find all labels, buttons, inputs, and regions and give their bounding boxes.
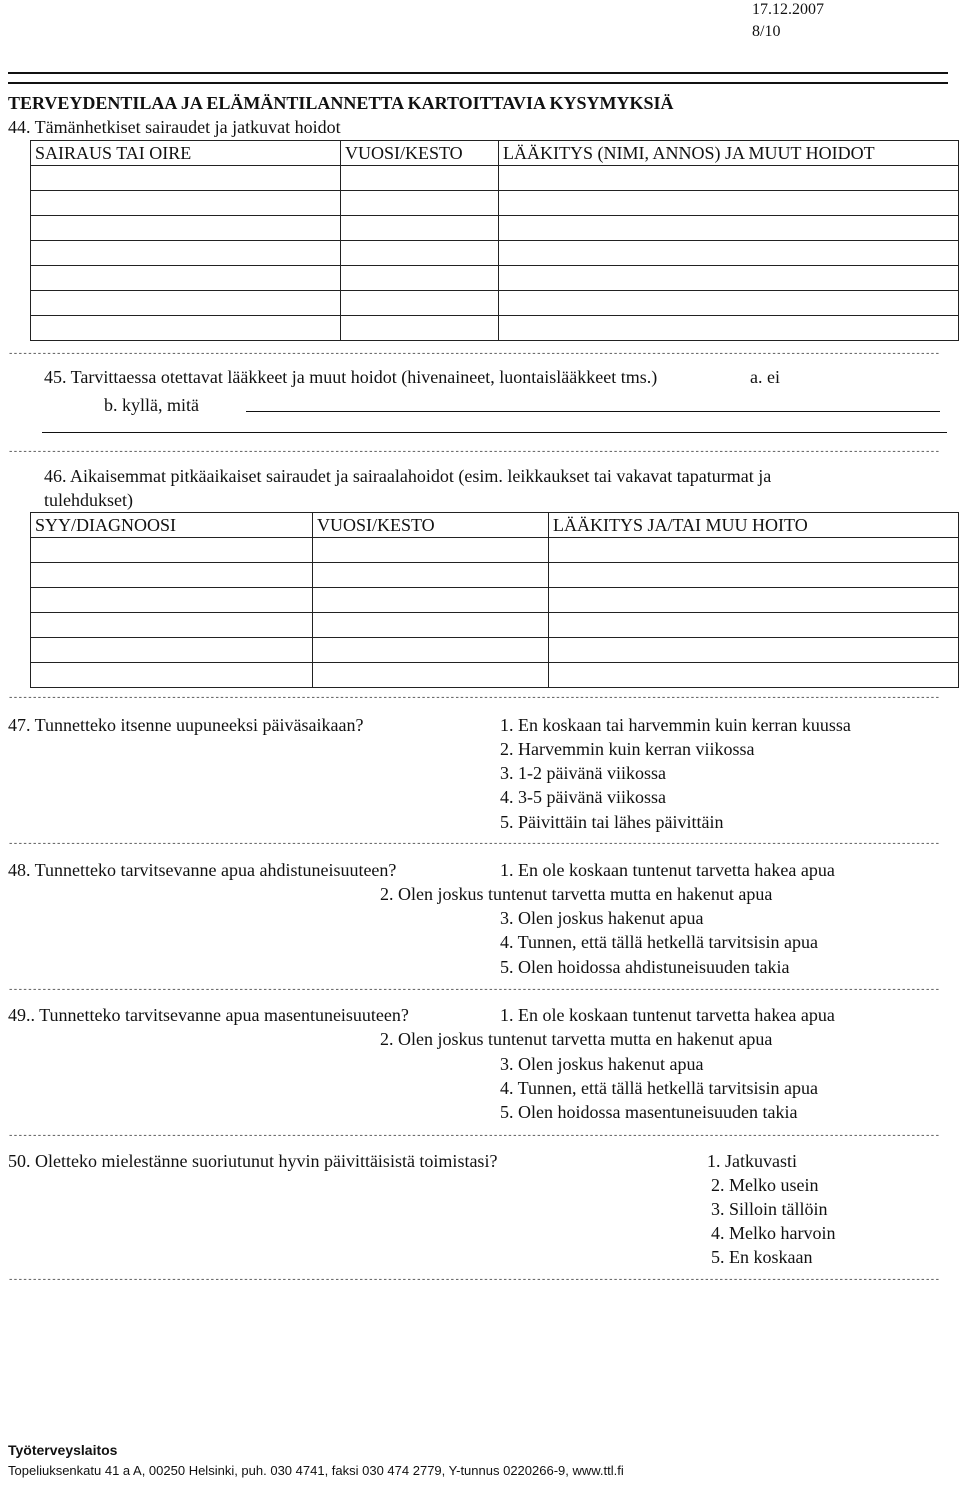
dashed-separator: -------------------------------------------------------------------------------------------------------------------------------------------------------------------------------------------------- (8, 447, 940, 457)
table-cell[interactable] (549, 613, 959, 638)
q48-option-3[interactable]: 3. Olen joskus hakenut apua (500, 908, 704, 928)
q50-option-4[interactable]: 4. Melko harvoin (711, 1223, 836, 1243)
table-cell[interactable] (341, 191, 499, 216)
table-cell[interactable] (31, 563, 313, 588)
table-row[interactable] (31, 291, 959, 316)
q46-col-diagnosis: SYY/DIAGNOOSI (31, 513, 313, 538)
table-cell[interactable] (499, 266, 959, 291)
q47-option-5[interactable]: 5. Päivittäin tai lähes päivittäin (500, 812, 724, 832)
q46-label-cont: tulehdukset) (44, 490, 133, 510)
table-cell[interactable] (341, 216, 499, 241)
table-cell[interactable] (313, 638, 549, 663)
q45-answer-line-2[interactable] (42, 432, 947, 433)
table-cell[interactable] (499, 241, 959, 266)
table-cell[interactable] (31, 166, 341, 191)
q49-option-4[interactable]: 4. Tunnen, että tällä hetkellä tarvitsisin apua (500, 1078, 818, 1098)
table-header-row (31, 141, 959, 166)
table-row[interactable] (31, 588, 959, 613)
q46-table (30, 512, 959, 688)
dashed-separator: -------------------------------------------------------------------------------------------------------------------------------------------------------------------------------------------------- (8, 693, 940, 703)
q49-option-3[interactable]: 3. Olen joskus hakenut apua (500, 1054, 704, 1074)
q48-option-2[interactable]: 2. Olen joskus tuntenut tarvetta mutta en hakenut apua (380, 884, 773, 904)
table-cell[interactable] (499, 216, 959, 241)
table-row[interactable] (31, 166, 959, 191)
q50-option-2[interactable]: 2. Melko usein (711, 1175, 819, 1195)
table-cell[interactable] (31, 191, 341, 216)
table-cell[interactable] (313, 538, 549, 563)
table-row[interactable] (31, 216, 959, 241)
table-row[interactable] (31, 316, 959, 341)
table-cell[interactable] (31, 613, 313, 638)
q49-label: 49.. Tunnetteko tarvitsevanne apua masentuneisuuteen? (8, 1005, 409, 1025)
table-cell[interactable] (341, 266, 499, 291)
q44-col-medication: LÄÄKITYS (NIMI, ANNOS) JA MUUT HOIDOT (499, 141, 959, 166)
table-cell[interactable] (341, 166, 499, 191)
table-cell[interactable] (313, 563, 549, 588)
q44-col-year: VUOSI/KESTO (341, 141, 499, 166)
footer-org: Työterveyslaitos (8, 1442, 118, 1458)
table-cell[interactable] (31, 538, 313, 563)
table-row[interactable] (31, 538, 959, 563)
table-row[interactable] (31, 638, 959, 663)
table-header-row (31, 513, 959, 538)
table-cell[interactable] (549, 588, 959, 613)
table-cell[interactable] (549, 663, 959, 688)
table-cell[interactable] (31, 216, 341, 241)
q45-answer-line-1[interactable] (246, 411, 940, 412)
q47-option-3[interactable]: 3. 1-2 päivänä viikossa (500, 763, 666, 783)
dashed-separator: -------------------------------------------------------------------------------------------------------------------------------------------------------------------------------------------------- (8, 839, 940, 849)
q44-col-condition: SAIRAUS TAI OIRE (31, 141, 341, 166)
table-cell[interactable] (31, 316, 341, 341)
q47-option-2[interactable]: 2. Harvemmin kuin kerran viikossa (500, 739, 755, 759)
q48-option-1[interactable]: 1. En ole koskaan tuntenut tarvetta hakea apua (500, 860, 835, 880)
document-date: 17.12.2007 (752, 1, 824, 18)
q45-option-b[interactable]: b. kyllä, mitä (104, 395, 199, 415)
table-cell[interactable] (499, 291, 959, 316)
q44-label: 44. Tämänhetkiset sairaudet ja jatkuvat hoidot (8, 117, 341, 137)
q44-table (30, 140, 959, 341)
table-cell[interactable] (31, 291, 341, 316)
table-cell[interactable] (549, 638, 959, 663)
page-number: 8/10 (752, 23, 781, 40)
table-cell[interactable] (549, 538, 959, 563)
q47-option-4[interactable]: 4. 3-5 päivänä viikossa (500, 787, 666, 807)
table-cell[interactable] (31, 663, 313, 688)
table-cell[interactable] (341, 241, 499, 266)
q45-option-a[interactable]: a. ei (750, 367, 780, 387)
q50-option-1[interactable]: 1. Jatkuvasti (707, 1151, 797, 1171)
q47-option-1[interactable]: 1. En koskaan tai harvemmin kuin kerran kuussa (500, 715, 851, 735)
q46-col-year: VUOSI/KESTO (313, 513, 549, 538)
q48-option-4[interactable]: 4. Tunnen, että tällä hetkellä tarvitsisin apua (500, 932, 818, 952)
table-cell[interactable] (499, 166, 959, 191)
section-double-rule (8, 72, 948, 84)
q49-option-1[interactable]: 1. En ole koskaan tuntenut tarvetta hakea apua (500, 1005, 835, 1025)
table-row[interactable] (31, 266, 959, 291)
table-row[interactable] (31, 191, 959, 216)
table-cell[interactable] (313, 663, 549, 688)
q48-option-5[interactable]: 5. Olen hoidossa ahdistuneisuuden takia (500, 957, 790, 977)
table-cell[interactable] (31, 638, 313, 663)
dashed-separator: -------------------------------------------------------------------------------------------------------------------------------------------------------------------------------------------------- (8, 985, 940, 995)
table-cell[interactable] (549, 563, 959, 588)
footer-address: Topeliuksenkatu 41 a A, 00250 Helsinki, puh. 030 4741, faksi 030 474 2779, Y-tunnus 0220266-9, www.ttl.fi (8, 1463, 624, 1478)
q47-label: 47. Tunnetteko itsenne uupuneeksi päiväsaikaan? (8, 715, 364, 735)
dashed-separator: -------------------------------------------------------------------------------------------------------------------------------------------------------------------------------------------------- (8, 1275, 940, 1285)
table-cell[interactable] (341, 291, 499, 316)
q50-option-5[interactable]: 5. En koskaan (711, 1247, 813, 1267)
table-cell[interactable] (499, 191, 959, 216)
dashed-separator: -------------------------------------------------------------------------------------------------------------------------------------------------------------------------------------------------- (8, 1131, 940, 1141)
q46-label: 46. Aikaisemmat pitkäaikaiset sairaudet ja sairaalahoidot (esim. leikkaukset tai vakavat tapaturmat ja (44, 466, 772, 486)
table-cell[interactable] (31, 588, 313, 613)
table-row[interactable] (31, 563, 959, 588)
q45-label: 45. Tarvittaessa otettavat lääkkeet ja muut hoidot (hivenaineet, luontaislääkkeet tms.) (44, 367, 658, 387)
q46-col-treatment: LÄÄKITYS JA/TAI MUU HOITO (549, 513, 959, 538)
q50-label: 50. Oletteko mielestänne suoriutunut hyvin päivittäisistä toimistasi? (8, 1151, 498, 1171)
q50-option-3[interactable]: 3. Silloin tällöin (711, 1199, 828, 1219)
q48-label: 48. Tunnetteko tarvitsevanne apua ahdistuneisuuteen? (8, 860, 397, 880)
dashed-separator: -------------------------------------------------------------------------------------------------------------------------------------------------------------------------------------------------- (8, 349, 940, 359)
table-cell[interactable] (499, 316, 959, 341)
table-row[interactable] (31, 663, 959, 688)
table-row[interactable] (31, 241, 959, 266)
table-cell[interactable] (31, 266, 341, 291)
table-cell[interactable] (341, 316, 499, 341)
q49-option-5[interactable]: 5. Olen hoidossa masentuneisuuden takia (500, 1102, 798, 1122)
table-cell[interactable] (31, 241, 341, 266)
table-row[interactable] (31, 613, 959, 638)
table-cell[interactable] (313, 613, 549, 638)
q49-option-2[interactable]: 2. Olen joskus tuntenut tarvetta mutta en hakenut apua (380, 1029, 773, 1049)
section-title: TERVEYDENTILAA JA ELÄMÄNTILANNETTA KARTOITTAVIA KYSYMYKSIÄ (8, 93, 674, 113)
table-cell[interactable] (313, 588, 549, 613)
